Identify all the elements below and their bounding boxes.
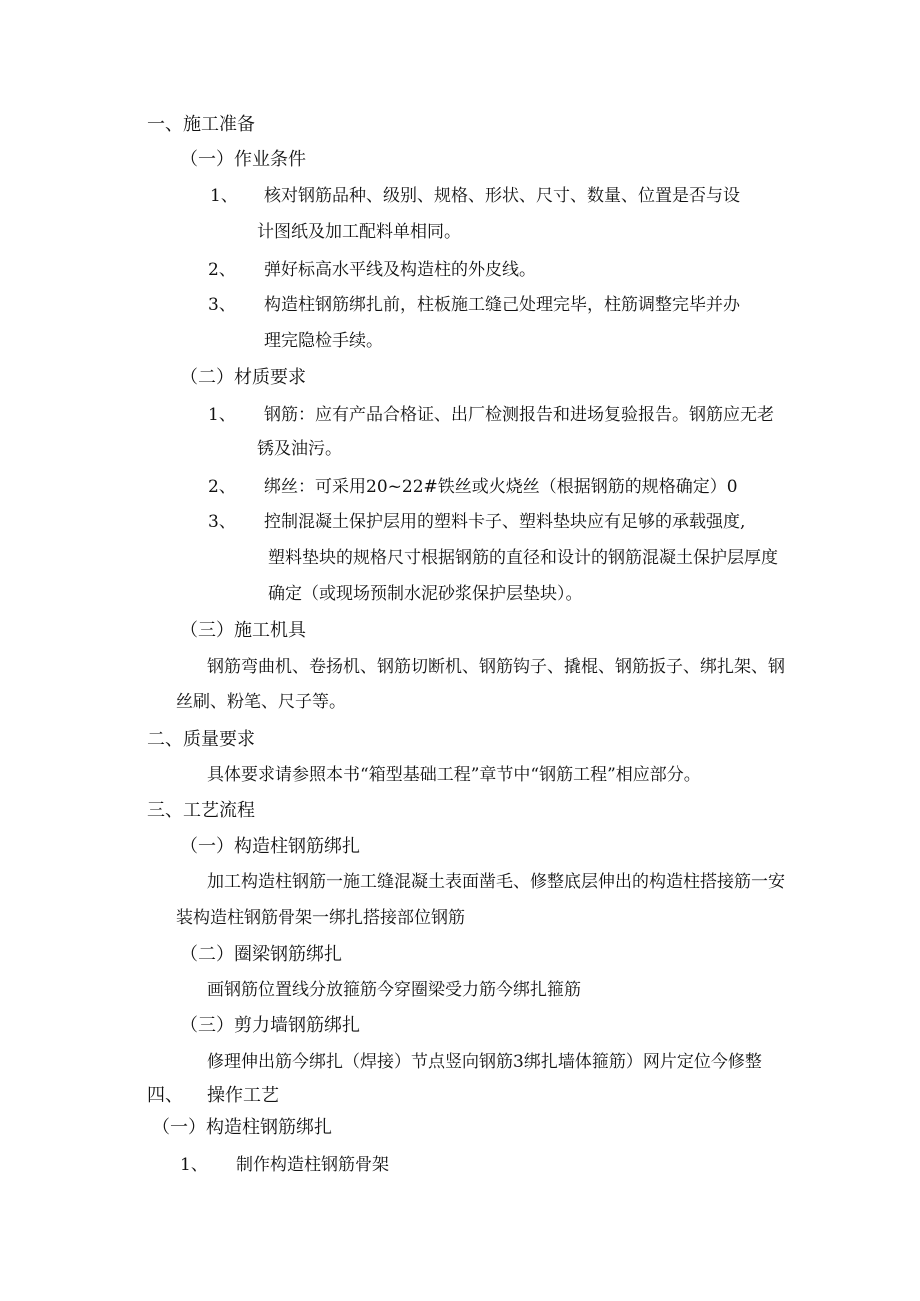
section-3-1-title: （一）构造柱钢筋绑扎 [180, 836, 360, 857]
list-item-text: 弹好标高水平线及构造柱的外皮线。 [264, 260, 536, 280]
section-3-2-title: （二）圈梁钢筋绑扎 [180, 944, 342, 965]
list-item-number: 3、 [208, 512, 236, 532]
list-item-text-continued: 塑料垫块的规格尺寸根据钢筋的直径和设计的钢筋混凝土保护层厚度 [268, 548, 778, 568]
paragraph-line-continued: 丝刷、粉笔、尺子等。 [176, 692, 346, 712]
section-4-title: 操作工艺 [207, 1085, 279, 1106]
list-item-text-continued: 计图纸及加工配料单相同。 [257, 222, 461, 242]
list-item-text-continued: 理完隐检手续。 [264, 331, 383, 351]
list-item-text-continued: 确定（或现场预制水泥砂浆保护层垫块）。 [268, 584, 583, 604]
section-1-3-title: （三）施工机具 [180, 620, 306, 641]
section-1-title: 一、施工准备 [147, 114, 255, 135]
list-item-number: 1、 [210, 186, 238, 206]
list-item-number: 1、 [180, 1155, 208, 1175]
list-item-number: 2、 [208, 260, 236, 280]
paragraph-line: 钢筋弯曲机、卷扬机、钢筋切断机、钢筋钩子、撬棍、钢筋扳子、绑扎架、钢 [207, 657, 785, 677]
section-3-3-title: （三）剪力墙钢筋绑扎 [180, 1015, 360, 1036]
list-item-text: 钢筋：应有产品合格证、出厂检测报告和进场复验报告。钢筋应无老 [264, 405, 774, 425]
list-item-number: 1、 [208, 405, 236, 425]
list-item-text: 核对钢筋品种、级别、规格、形状、尺寸、数量、位置是否与设 [264, 186, 740, 206]
list-item-number: 3、 [208, 295, 236, 315]
section-4-number: 四、 [147, 1085, 183, 1106]
list-item-text-continued: 锈及油污。 [257, 439, 342, 459]
list-item-text: 控制混凝土保护层用的塑料卡子、塑料垫块应有足够的承载强度, [264, 512, 746, 532]
paragraph-line-continued: 装构造柱钢筋骨架一绑扎搭接部位钢筋 [176, 908, 465, 928]
section-2-title: 二、质量要求 [147, 729, 255, 750]
section-1-1-title: （一）作业条件 [180, 149, 306, 170]
paragraph-line: 画钢筋位置线分放箍筋今穿圈梁受力筋今绑扎箍筋 [207, 980, 581, 1000]
list-item-text: 绑丝：可采用20~22#铁丝或火烧丝（根据钢筋的规格确定）0 [264, 477, 738, 497]
section-1-2-title: （二）材质要求 [180, 367, 306, 388]
section-3-title: 三、工艺流程 [147, 800, 255, 821]
paragraph-line: 具体要求请参照本书“箱型基础工程”章节中“钢筋工程”相应部分。 [207, 765, 701, 785]
paragraph-line: 加工构造柱钢筋一施工缝混凝土表面凿毛、修整底层伸出的构造柱搭接筋一安 [207, 872, 785, 892]
list-item-text: 制作构造柱钢筋骨架 [236, 1155, 389, 1175]
list-item-number: 2、 [208, 477, 236, 497]
paragraph-line: 修理伸出筋今绑扎（焊接）节点竖向钢筋3绑扎墙体箍筋）网片定位今修整 [207, 1052, 762, 1072]
section-4-1-title: （一）构造柱钢筋绑扎 [152, 1117, 332, 1138]
list-item-text: 构造柱钢筋绑扎前，柱板施工缝己处理完毕，柱筋调整完毕并办 [264, 295, 740, 315]
